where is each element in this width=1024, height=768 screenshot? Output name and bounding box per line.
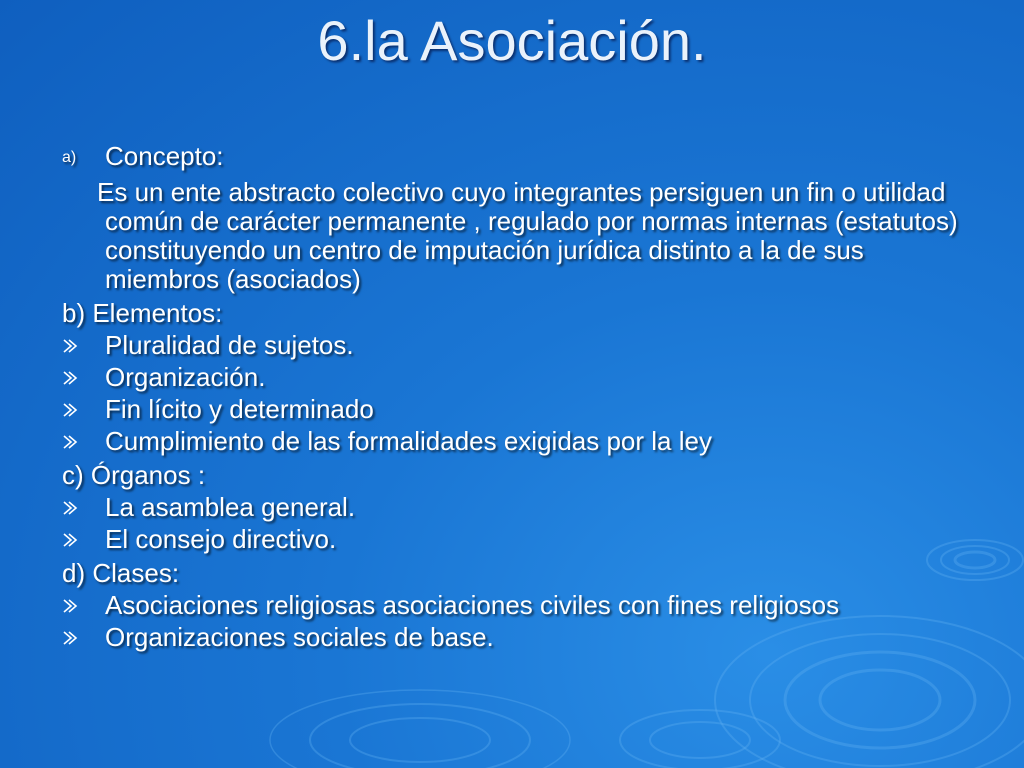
list-item (62, 523, 962, 555)
list-item (62, 393, 962, 425)
concept-heading-label: Concepto: (105, 141, 224, 171)
concept-heading (62, 140, 962, 172)
list-item-label: El consejo directivo. (105, 524, 337, 554)
arrow-bullet-icon (62, 630, 78, 646)
list-item-label: Cumplimiento de las formalidades exigidas por la ley (105, 426, 712, 456)
list-item-label: Organización. (105, 362, 266, 392)
list-marker: a) (62, 149, 77, 166)
arrow-bullet-icon (62, 370, 78, 386)
elementos-heading: b) Elementos: (62, 298, 223, 328)
arrow-bullet-icon (62, 434, 78, 450)
list-item-label: Fin lícito y determinado (105, 394, 374, 424)
list-item (62, 425, 962, 457)
list-item (62, 589, 962, 621)
concept-paragraph (62, 178, 965, 294)
slide-title: 6.la Asociación. (317, 9, 707, 72)
arrow-bullet-icon (62, 532, 78, 548)
list-item (62, 361, 962, 393)
list-item-label: Asociaciones religiosas asociaciones civiles con fines religiosos (105, 590, 840, 620)
organos-heading: c) Órganos : (62, 460, 206, 490)
arrow-bullet-icon (62, 338, 78, 354)
arrow-bullet-icon (62, 598, 78, 614)
list-item-label: Organizaciones sociales de base. (105, 622, 494, 652)
concept-paragraph-text: Es un ente abstracto colectivo cuyo integrantes persiguen un fin o utilidad común de carácter permanente , regulado por normas internas (estatutos) constituyendo un centro de imputación jurídica distinto a la de sus miembros (asociados) (97, 177, 958, 294)
list-item (62, 329, 962, 361)
list-item-label: Pluralidad de sujetos. (105, 330, 354, 360)
slide-content (62, 140, 962, 653)
list-item (62, 491, 962, 523)
list-item-label: La asamblea general. (105, 492, 356, 522)
list-item (62, 621, 962, 653)
clases-heading: d) Clases: (62, 558, 180, 588)
arrow-bullet-icon (62, 500, 78, 516)
arrow-bullet-icon (62, 402, 78, 418)
